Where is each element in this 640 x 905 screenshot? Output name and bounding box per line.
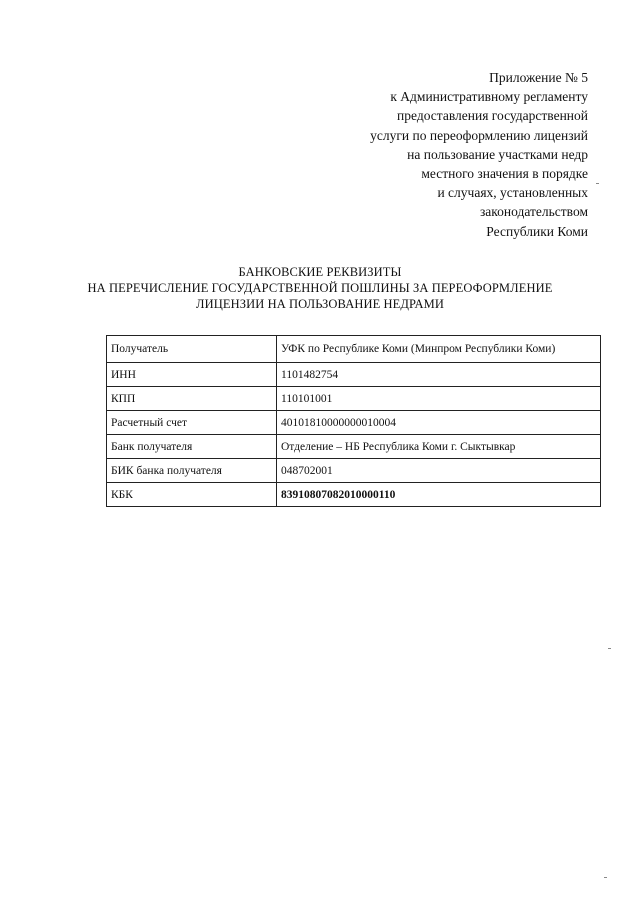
appendix-line-5: на пользование участками недр [407,146,588,162]
title-line-1: БАНКОВСКИЕ РЕКВИЗИТЫ [238,265,402,279]
table-row [107,387,601,411]
table-row [107,459,601,483]
table-row [107,483,601,507]
row-value: 110101001 [277,387,601,411]
row-label: КБК [107,483,277,507]
bank-details-table [106,335,601,507]
table-row [107,435,601,459]
row-value: Отделение – НБ Республика Коми г. Сыктывкар [277,435,601,459]
row-value: УФК по Республике Коми (Минпром Республики Коми) [277,336,601,363]
row-value: 40101810000000010004 [277,411,601,435]
row-label: Банк получателя [107,435,277,459]
appendix-line-7: и случаях, установленных [437,185,588,201]
appendix-line-8: законодательством [479,204,588,220]
row-label: КПП [107,387,277,411]
row-label: ИНН [107,363,277,387]
row-label: Получатель [107,336,277,363]
row-label: БИК банка получателя [107,459,277,483]
appendix-line-6: местного значения в порядке [421,166,588,182]
scan-speck [608,648,611,649]
scan-speck [596,183,599,184]
row-value: 1101482754 [277,363,601,387]
appendix-line-2: к Административному регламенту [390,89,588,105]
row-label: Расчетный счет [107,411,277,435]
table-row [107,363,601,387]
appendix-line-3: предоставления государственной [397,108,588,124]
row-value: 83910807082010000110 [277,483,601,507]
appendix-note [288,68,588,241]
row-value: 048702001 [277,459,601,483]
appendix-line-9: Республики Коми [486,223,588,239]
table-row [107,336,601,363]
document-title [0,264,640,312]
title-line-2: НА ПЕРЕЧИСЛЕНИЕ ГОСУДАРСТВЕННОЙ ПОШЛИНЫ ЗА ПЕРЕОФОРМЛЕНИЕ [87,281,553,295]
title-line-3: ЛИЦЕНЗИИ НА ПОЛЬЗОВАНИЕ НЕДРАМИ [196,297,444,311]
appendix-line-4: услуги по переоформлению лицензий [370,127,588,143]
table-row [107,411,601,435]
scan-speck [604,877,607,878]
appendix-line-1: Приложение № 5 [489,70,588,85]
